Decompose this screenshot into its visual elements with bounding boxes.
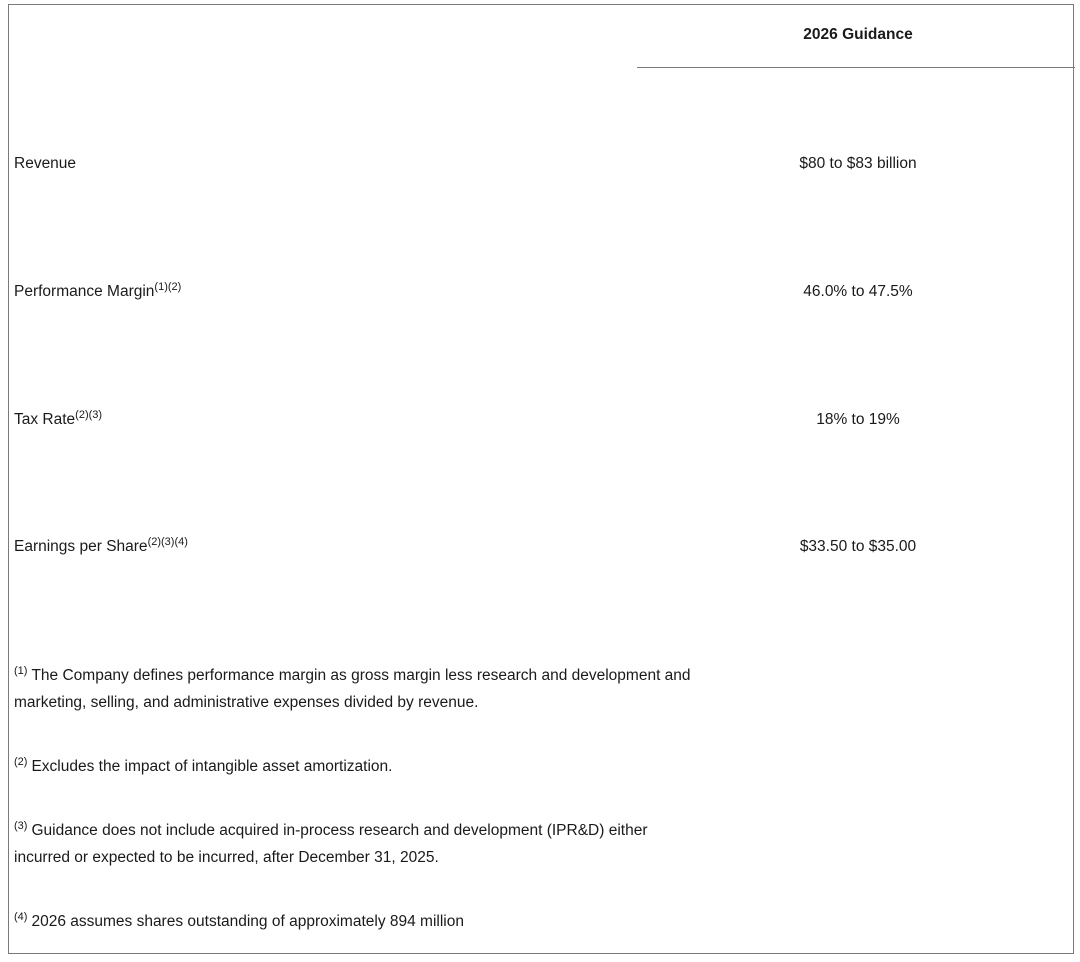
row-value-tax-rate: 18% to 19% [816, 411, 900, 428]
footnote-mark: (2) [14, 756, 28, 768]
row-label-text: Tax Rate [14, 411, 76, 428]
row-label-text: Earnings per Share [14, 538, 148, 555]
row-label-text: Revenue [14, 155, 77, 172]
row-value-performance-margin: 46.0% to 47.5% [803, 283, 913, 300]
row-label-earnings-per-share [14, 538, 188, 556]
column-header-title: 2026 Guidance [803, 26, 913, 43]
column-header-cell [637, 0, 1075, 68]
footnote-reference: (1)(2) [154, 281, 182, 293]
footnote-reference: (2)(3) [75, 409, 103, 421]
footnote-mark: (3) [14, 820, 28, 832]
footnote-3 [14, 817, 682, 871]
footnote-text: Guidance does not include acquired in-process research and development (IPR&D) either incurred or expected to be incurred, after December 31, 2025. [14, 822, 648, 866]
footnote-text: The Company defines performance margin as gross margin less research and development and marketing, selling, and administrative expenses divided by revenue. [14, 667, 691, 711]
row-label-tax-rate [14, 411, 102, 429]
footnote-text: 2026 assumes shares outstanding of approximately 894 million [31, 913, 464, 930]
footnote-1 [14, 662, 704, 716]
footnote-2 [14, 753, 704, 780]
row-value-earnings-per-share: $33.50 to $35.00 [799, 538, 917, 555]
footnote-text: Excludes the impact of intangible asset amortization. [31, 758, 393, 775]
row-label-text: Performance Margin [14, 283, 155, 300]
row-label-performance-margin [14, 283, 181, 301]
row-label-revenue [14, 155, 76, 173]
footnote-reference: (2)(3)(4) [147, 536, 188, 548]
footnote-mark: (1) [14, 665, 28, 677]
footnote-4 [14, 908, 704, 935]
guidance-table-frame [8, 4, 1074, 954]
footnote-mark: (4) [14, 911, 28, 923]
row-value-revenue: $80 to $83 billion [799, 155, 917, 172]
